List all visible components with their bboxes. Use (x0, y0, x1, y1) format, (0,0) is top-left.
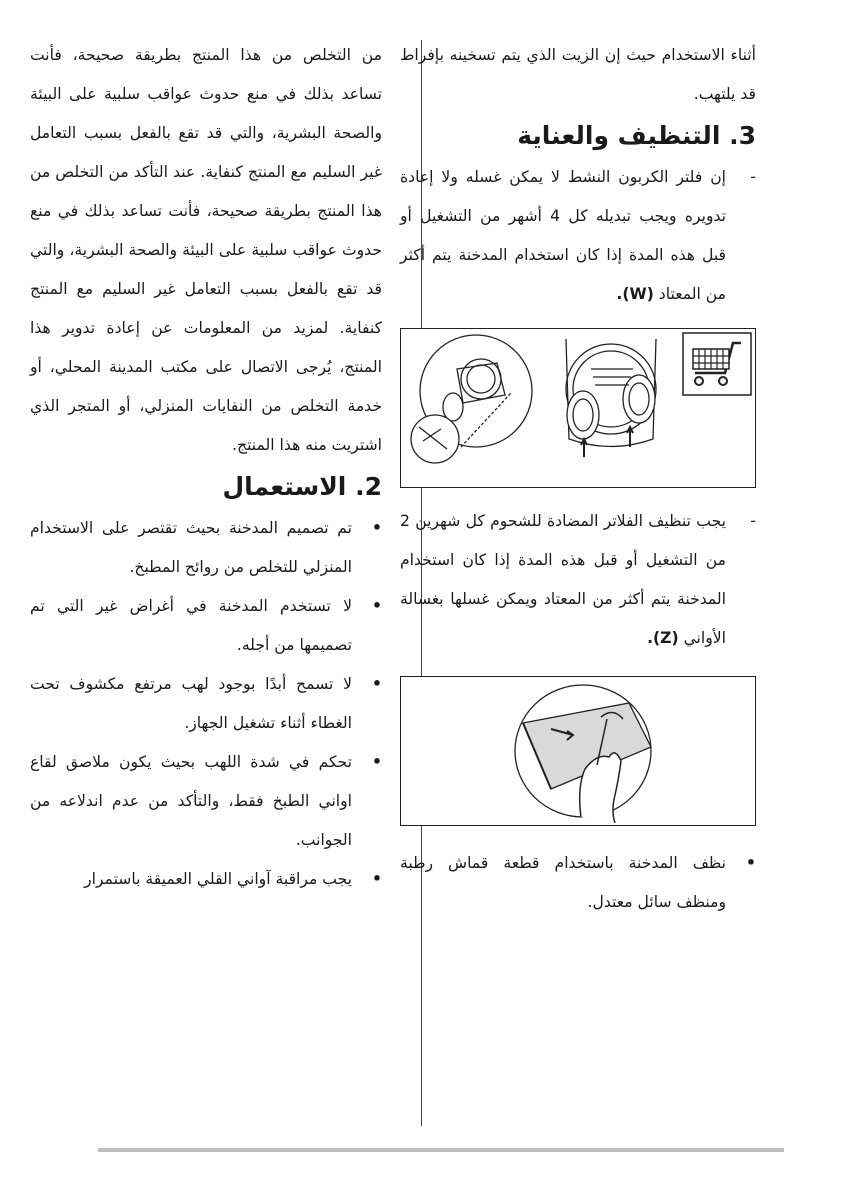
section-2-title: 2. الاستعمال (222, 472, 382, 501)
right-column (400, 36, 756, 922)
item-text: لا تستخدم المدخنة في أغراض غير التي تم تصميمها من أجله. (30, 597, 352, 654)
bullet-marker: • (372, 597, 382, 615)
item-text: يجب مراقبة آواني القلي العميقة باستمرار (84, 870, 352, 888)
left-intro-text: من التخلص من هذا المنتج بطريقة صحيحة، فأنت تساعد بذلك في منع حدوث عواقب سلبية على البيئة والصحة البشرية، والتي قد تقع بالفعل بسبب التعامل غير السليم مع المنتج كنفاية. عند التأكد من التخلص من هذا المنتج بطريقة صحيحة، فأنت تساعد بذلك في منع حدوث عواقب سلبية على البيئة والصحة البشرية، والتي قد تقع بالفعل بسبب التعامل غير السليم مع المنتج كنفاية. لمزيد من المعلومات عن إعادة تدوير هذا المنتج، يُرجى الاتصال على مكتب المدينة المحلي، أو خدمة التخلص من النفايات المنزلي، أو المتجر الذي اشتريت منه هذا المنتج. (30, 46, 382, 454)
list-item (30, 665, 382, 743)
dash-marker: - (750, 168, 756, 186)
item-text: إن فلتر الكربون النشط لا يمكن غسله ولا إعادة تدويره ويجب تبديله كل 4 أشهر من التشغيل أو قبل هذه المدة إذا كان استخدام المدخنة يتم أكثر من المعتاد (400, 168, 726, 303)
item-text: نظف المدخنة باستخدام قطعة قماش رطبة ومنظف سائل معتدل. (400, 854, 726, 911)
item-text: لا تسمح أبدًا بوجود لهب مرتفع مكشوف تحت الغطاء أثناء تشغيل الجهاز. (30, 675, 352, 732)
figure-ref-z: (Z). (647, 629, 679, 647)
bullet-marker: • (372, 753, 382, 771)
shopping-cart-icon (683, 333, 751, 395)
figure-carbon-filter (400, 328, 756, 488)
list-item (400, 844, 756, 922)
footer-rule (98, 1148, 784, 1152)
item-text: تم تصميم المدخنة بحيث تقتصر على الاستخدام المنزلي للتخلص من روائح المطبخ. (30, 519, 352, 576)
grease-filter-icon (515, 685, 651, 823)
dash-marker: - (750, 512, 756, 530)
item-text: تحكم في شدة اللهب بحيث يكون ملاصق لقاع اواني الطبخ فقط، والتأكد من عدم اندلاعه من الجوانب. (30, 753, 352, 849)
figure-grease-filter (400, 676, 756, 826)
figure-ref-w: (W). (616, 285, 654, 303)
bullet-marker: • (372, 675, 382, 693)
section-3-title: 3. التنظيف والعناية (517, 121, 756, 150)
bullet-marker: • (372, 870, 382, 888)
item-text: يجب تنظيف الفلاتر المضادة للشحوم كل شهرين 2 من التشغيل أو قبل هذه المدة إذا كان استخدام المدخنة يتم أكثر من المعتاد ويمكن غسلها بغسالة الأواني (400, 512, 726, 647)
carbon-filter-illustration (411, 335, 656, 463)
list-item (30, 509, 382, 587)
left-column (30, 36, 382, 899)
list-item (400, 502, 756, 658)
right-intro-text: أثناء الاستخدام حيث إن الزيت الذي يتم تسخينه بإفراط قد يلتهب. (400, 46, 756, 103)
list-item (30, 743, 382, 860)
bullet-marker: • (372, 519, 382, 537)
list-item (30, 587, 382, 665)
list-item (400, 158, 756, 314)
list-item (30, 860, 382, 899)
bullet-marker: • (746, 854, 756, 872)
